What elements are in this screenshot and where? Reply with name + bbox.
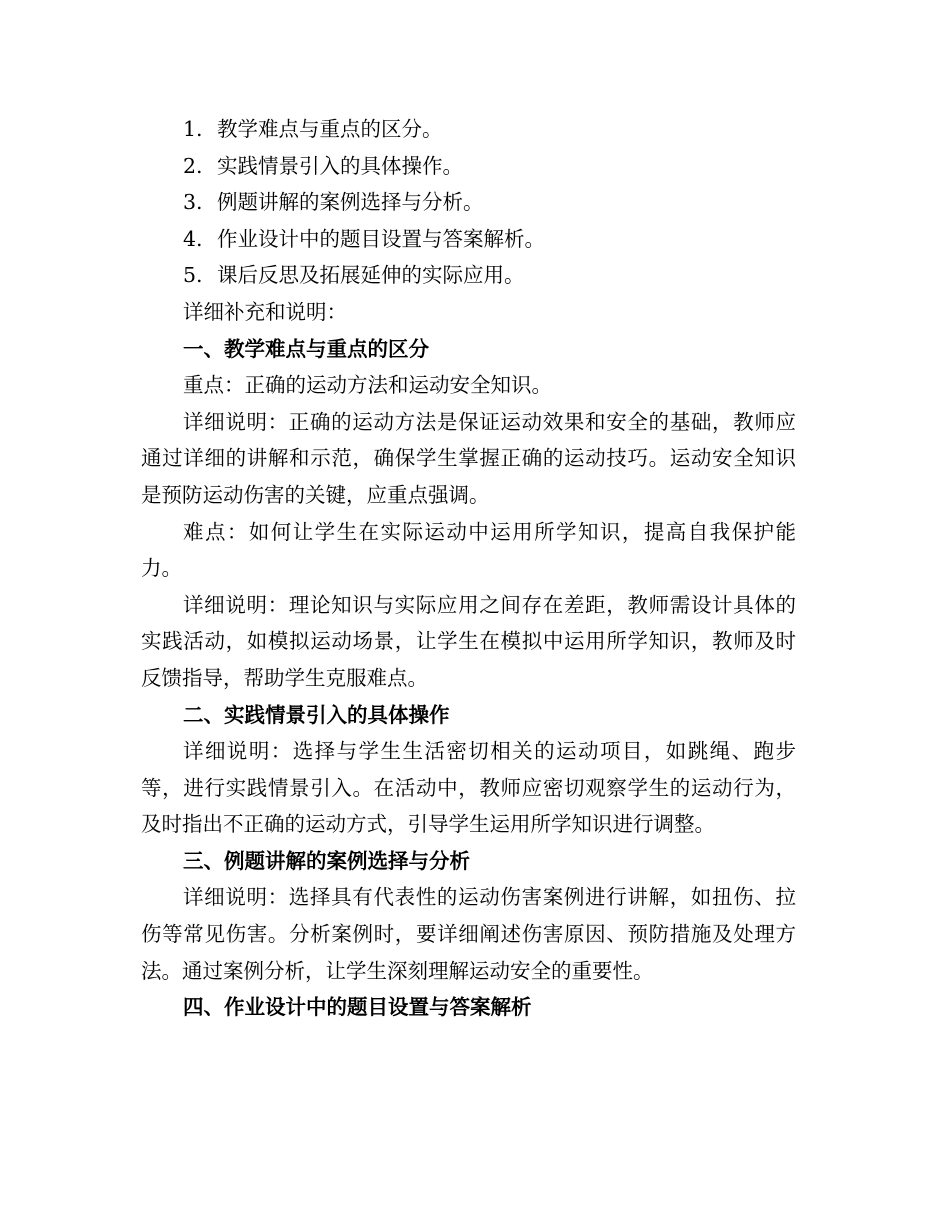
list-text: 课后反思及拓展延伸的实际应用。 (217, 263, 525, 288)
section-heading-2: 二、实践情景引入的具体操作 (183, 702, 450, 727)
section-heading-3: 三、例题讲解的案例选择与分析 (183, 848, 470, 873)
intro-text: 详细补充和说明： (183, 299, 347, 324)
list-item (141, 148, 796, 185)
list-text: 例题讲解的案例选择与分析。 (217, 190, 484, 215)
section-heading-1: 一、教学难点与重点的区分 (183, 336, 429, 361)
list-item (141, 111, 796, 148)
list-item (141, 257, 796, 294)
section-heading-4: 四、作业设计中的题目设置与答案解析 (183, 995, 532, 1020)
list-number: 2. (183, 153, 203, 178)
list-item (141, 184, 796, 221)
list-number: 5. (183, 263, 203, 288)
list-text: 作业设计中的题目设置与答案解析。 (217, 226, 545, 251)
list-number: 4. (183, 226, 203, 251)
paragraph: 详细说明：选择与学生生活密切相关的运动项目，如跳绳、跑步等，进行实践情景引入。在活动中，教师应密切观察学生的运动行为，及时指出不正确的运动方式，引导学生运用所学知识进行调整。 (141, 739, 796, 837)
paragraph: 重点：正确的运动方法和运动安全知识。 (183, 373, 552, 398)
paragraph: 详细说明：理论知识与实际应用之间存在差距，教师需设计具体的实践活动，如模拟运动场景，让学生在模拟中运用所学知识，教师及时反馈指导，帮助学生克服难点。 (141, 592, 796, 690)
document-page (141, 111, 796, 1026)
list-text: 实践情景引入的具体操作。 (217, 153, 463, 178)
paragraph: 详细说明：正确的运动方法是保证运动效果和安全的基础，教师应通过详细的讲解和示范，确保学生掌握正确的运动技巧。运动安全知识是预防运动伤害的关键，应重点强调。 (141, 409, 796, 507)
paragraph: 难点：如何让学生在实际运动中运用所学知识，提高自我保护能力。 (141, 519, 796, 581)
paragraph: 详细说明：选择具有代表性的运动伤害案例进行讲解，如扭伤、拉伤等常见伤害。分析案例时，要详细阐述伤害原因、预防措施及处理方法。通过案例分析，让学生深刻理解运动安全的重要性。 (141, 885, 796, 983)
list-text: 教学难点与重点的区分。 (217, 117, 443, 141)
list-item (141, 221, 796, 258)
list-number: 3. (183, 190, 203, 215)
list-number: 1. (183, 117, 203, 141)
